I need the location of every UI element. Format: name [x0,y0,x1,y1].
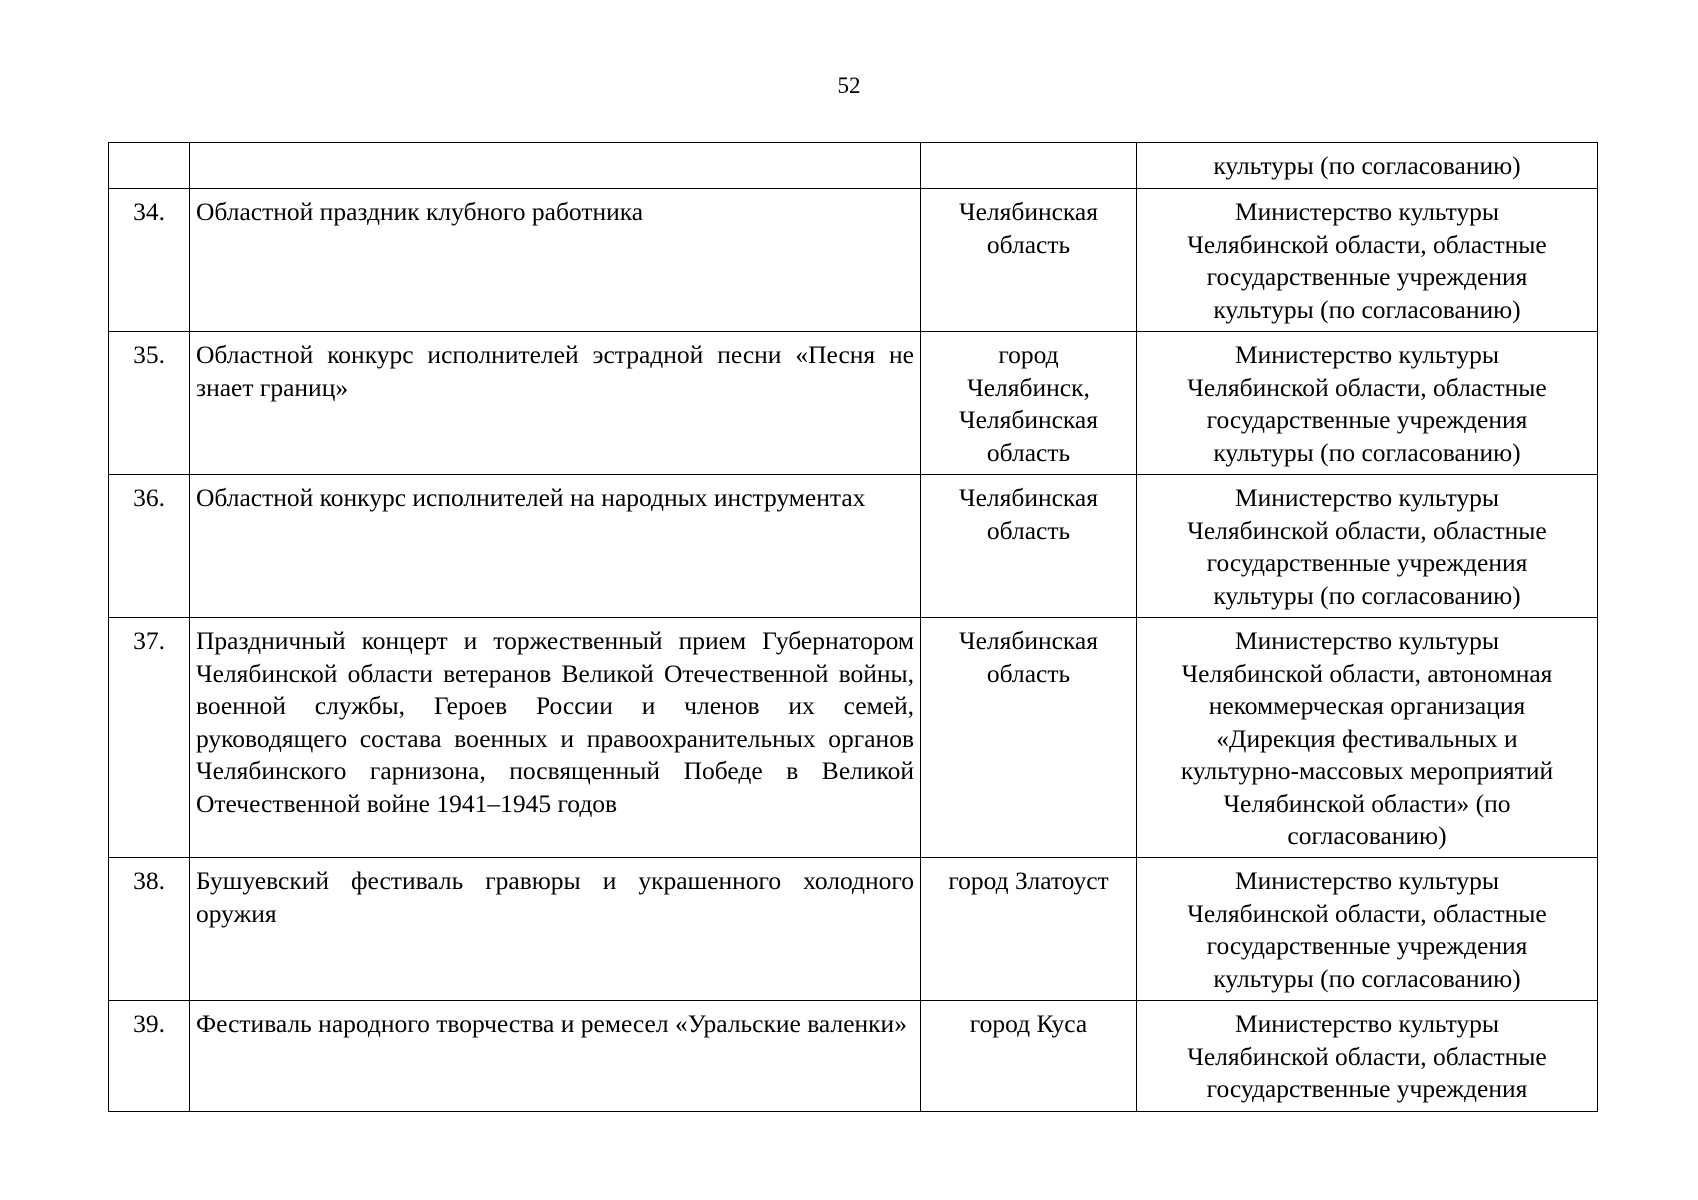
place-line: область [986,437,1071,467]
place-line: Челябинск, [967,372,1090,402]
event-place [921,858,1137,1001]
organizer-line: некоммерческая организация [1208,691,1526,720]
row-number: 35. [109,332,190,475]
organizer-line: Министерство культуры [1234,866,1500,895]
organizer-line: Челябинской области» (по [1223,788,1511,818]
event-organizer [1137,332,1598,475]
organizer-line: культуры (по согласованию) [1213,963,1521,993]
event-name: Областной конкурс исполнителей эстрадной песни «Песня не знает границ» [190,332,921,475]
organizer-line: государственные учреждения [1206,1074,1528,1103]
event-organizer [1137,858,1598,1001]
place-line: Челябинская [959,483,1098,512]
event-name: Праздничный концерт и торжественный прием Губернатором Челябинской области ветеранов Великой Отечественной войны, военной службы, Героев России и членов их семей, руководящего состава военных и правоохранительных органов Челябинского гарнизона, посвященный Победе в Великой Отечественной войне 1941–1945 годов [190,618,921,858]
table-row [109,475,1598,618]
event-name: Областной конкурс исполнителей на народных инструментах [190,475,921,618]
event-place [921,332,1137,475]
row-number: 38. [109,858,190,1001]
place-line: область [986,515,1071,545]
organizer-line: культуры (по согласованию) [1213,437,1521,467]
event-place [921,1001,1137,1112]
place-line: Челябинская [959,405,1098,434]
page-number: 52 [837,73,861,98]
event-place [921,618,1137,858]
event-name: Фестиваль народного творчества и ремесел «Уральские валенки» [190,1001,921,1112]
events-table [108,142,1598,1112]
organizer-line: Челябинской области, областные [1187,229,1547,259]
organizer-line: культуры (по согласованию) [1213,294,1521,324]
row-number: 36. [109,475,190,618]
table-row [109,189,1598,332]
event-organizer [1137,189,1598,332]
organizer-line: Министерство культуры [1234,197,1500,226]
organizer-line: Министерство культуры [1234,1009,1500,1038]
organizer-line: культуры (по согласованию) [1213,151,1521,180]
organizer-line: Министерство культуры [1234,340,1500,369]
table-row [109,858,1598,1001]
organizer-line: культуры (по согласованию) [1213,580,1521,610]
table-row-continuation [109,143,1598,189]
table-row [109,618,1598,858]
organizer-line: Министерство культуры [1234,626,1500,655]
place-line: Челябинская [959,197,1098,226]
row-number: 37. [109,618,190,858]
organizer-line: Челябинской области, областные [1187,372,1547,402]
event-place [921,143,1137,189]
row-number [109,143,190,189]
event-organizer [1137,143,1598,189]
organizer-line: культурно-массовых мероприятий [1180,756,1554,785]
organizer-line: Министерство культуры [1234,483,1500,512]
organizer-line: Челябинской области, областные [1187,1041,1547,1071]
place-line: область [986,229,1071,259]
organizer-line: Челябинской области, автономная [1181,658,1553,688]
row-number: 34. [109,189,190,332]
organizer-line: «Дирекция фестивальных и [1216,723,1518,753]
organizer-line: Челябинской области, областные [1187,898,1547,928]
row-number: 39. [109,1001,190,1112]
event-name [190,143,921,189]
place-line: город Златоуст [948,866,1109,895]
place-line: город Куса [969,1009,1088,1038]
table-row [109,332,1598,475]
event-organizer [1137,475,1598,618]
event-name: Областной праздник клубного работника [190,189,921,332]
table-row [109,1001,1598,1112]
organizer-line: Челябинской области, областные [1187,515,1547,545]
organizer-line: государственные учреждения [1206,931,1528,960]
organizer-line: государственные учреждения [1206,405,1528,434]
event-place [921,475,1137,618]
place-line: Челябинская [959,626,1098,655]
place-line: город [998,340,1059,369]
organizer-line: согласованию) [1287,821,1447,850]
organizer-line: государственные учреждения [1206,548,1528,577]
event-place [921,189,1137,332]
organizer-line: государственные учреждения [1206,262,1528,291]
place-line: область [986,658,1071,688]
event-organizer [1137,618,1598,858]
event-organizer [1137,1001,1598,1112]
event-name: Бушуевский фестиваль гравюры и украшенного холодного оружия [190,858,921,1001]
